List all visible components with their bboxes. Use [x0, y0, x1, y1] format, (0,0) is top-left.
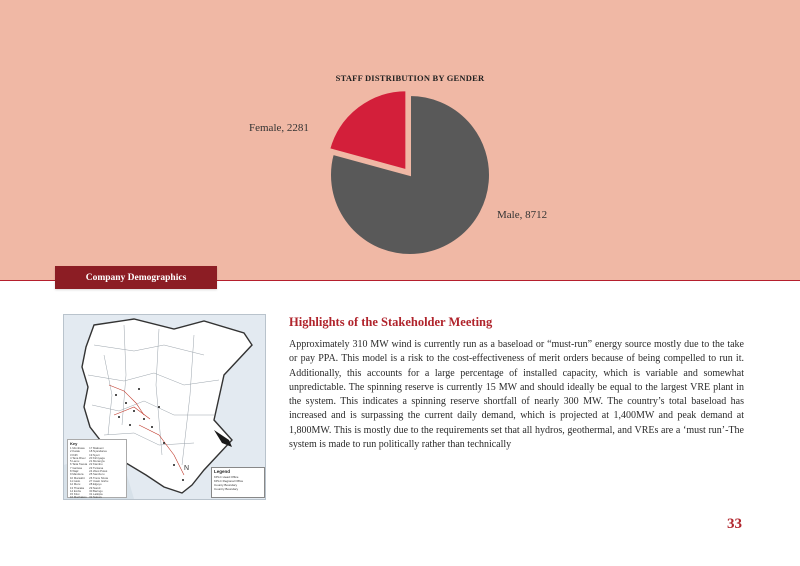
map-key-item: 22 Kiambu [89, 462, 103, 467]
map-key-item: 26 Trans Nzoia [89, 475, 108, 480]
map-key-item: 14 Embu [70, 488, 82, 493]
map-key-title: Key [70, 441, 78, 446]
map-legend-item: Country Boundary [214, 487, 239, 491]
map-key-item: 9 Mandera [70, 472, 84, 477]
map-key-item: 24 West Pokot [89, 469, 108, 474]
map-key-item: 30 Baringo [89, 488, 103, 493]
map-legend [211, 467, 265, 498]
map-key-item: 7 Garissa [70, 465, 82, 470]
map-key-item: 21 Murang'a [89, 459, 105, 464]
map-key-item: 18 Nyandarua [89, 449, 107, 454]
compass-icon: N [184, 465, 190, 472]
map-key-item: 11 Isiolo [70, 478, 81, 483]
map-key-item: 4 Tana River [70, 455, 86, 460]
map-key-right-column [89, 447, 108, 500]
map-key-item: 17 Makueni [89, 446, 104, 450]
article-heading: Highlights of the Stakeholder Meeting [289, 315, 493, 329]
chart-title: STAFF DISTRIBUTION BY GENDER [335, 73, 485, 83]
map-key-left-column [70, 447, 87, 500]
page-number: 33 [727, 516, 742, 532]
pie-label-female: Female, 2281 [249, 122, 309, 134]
map-key-item: 32 Nakuru [89, 495, 103, 500]
map-key-item: 13 Tharaka [70, 485, 85, 490]
map-key-item: 1 Mombasa [70, 446, 85, 450]
map-key-item: 28 Elgeyo [89, 482, 102, 487]
map-key-item: 5 Lamu [70, 459, 80, 464]
map-key-item: 27 Uasin Gishu [89, 478, 109, 483]
map-legend-item: County Boundary [214, 483, 238, 487]
map-key-item: 6 Taita Taveta [70, 462, 88, 467]
map-legend-item: KPLC Head Office [214, 475, 239, 479]
map-key-item: 31 Laikipia [89, 492, 103, 497]
map-legend-title: Legend [214, 469, 231, 474]
map-legend-item: KPLC Regional Office [214, 479, 244, 483]
section-tab: Company Demographics [55, 266, 217, 289]
map-key [67, 439, 127, 498]
map-key-item: 16 Machakos [70, 495, 87, 500]
map-key-item: 2 Kwale [70, 449, 80, 454]
map-key-item: 12 Meru [70, 482, 81, 487]
map-key-item: 3 Kilifi [70, 452, 78, 457]
kenya-map [63, 314, 266, 500]
map-key-item: 15 Kitui [70, 492, 80, 497]
article-body: Approximately 310 MW wind is currently run as a baseload or “must-run” energy source mostly due to the take or pay PPA. This model is a risk to the cost-effectiveness of merit orders because of being compelled to run it. Additionally, this accounts for a large percentage of installed capacity, which is variable and somewhat unpredictable. The spinning reserve is currently 15 MW and should ideally be equal to the largest VRE plant in the system. This indicates a spinning reserve shortfall of nearly 300 MW. The country’s total baseload has increased and is surpassing the current daily demand, which is projected at 1,400MW and peak demand at 1,800MW. This is mostly due to the requirements set that all hydros, geothermal, and VREs are a ‘must run’-The system is made to run politically rather than technically [289, 339, 744, 451]
map-key-item: 8 Wajir [70, 469, 79, 474]
map-key-item: 10 Marsabit [70, 475, 85, 480]
map-key-item: 23 Turkana [89, 465, 104, 470]
map-key-item: 20 Kirinyaga [89, 455, 105, 460]
map-key-item: 29 Nandi [89, 485, 101, 490]
pie-label-male: Male, 8712 [497, 209, 548, 221]
map-key-item: 25 Samburu [89, 472, 105, 477]
map-key-item: 19 Nyeri [89, 452, 100, 457]
